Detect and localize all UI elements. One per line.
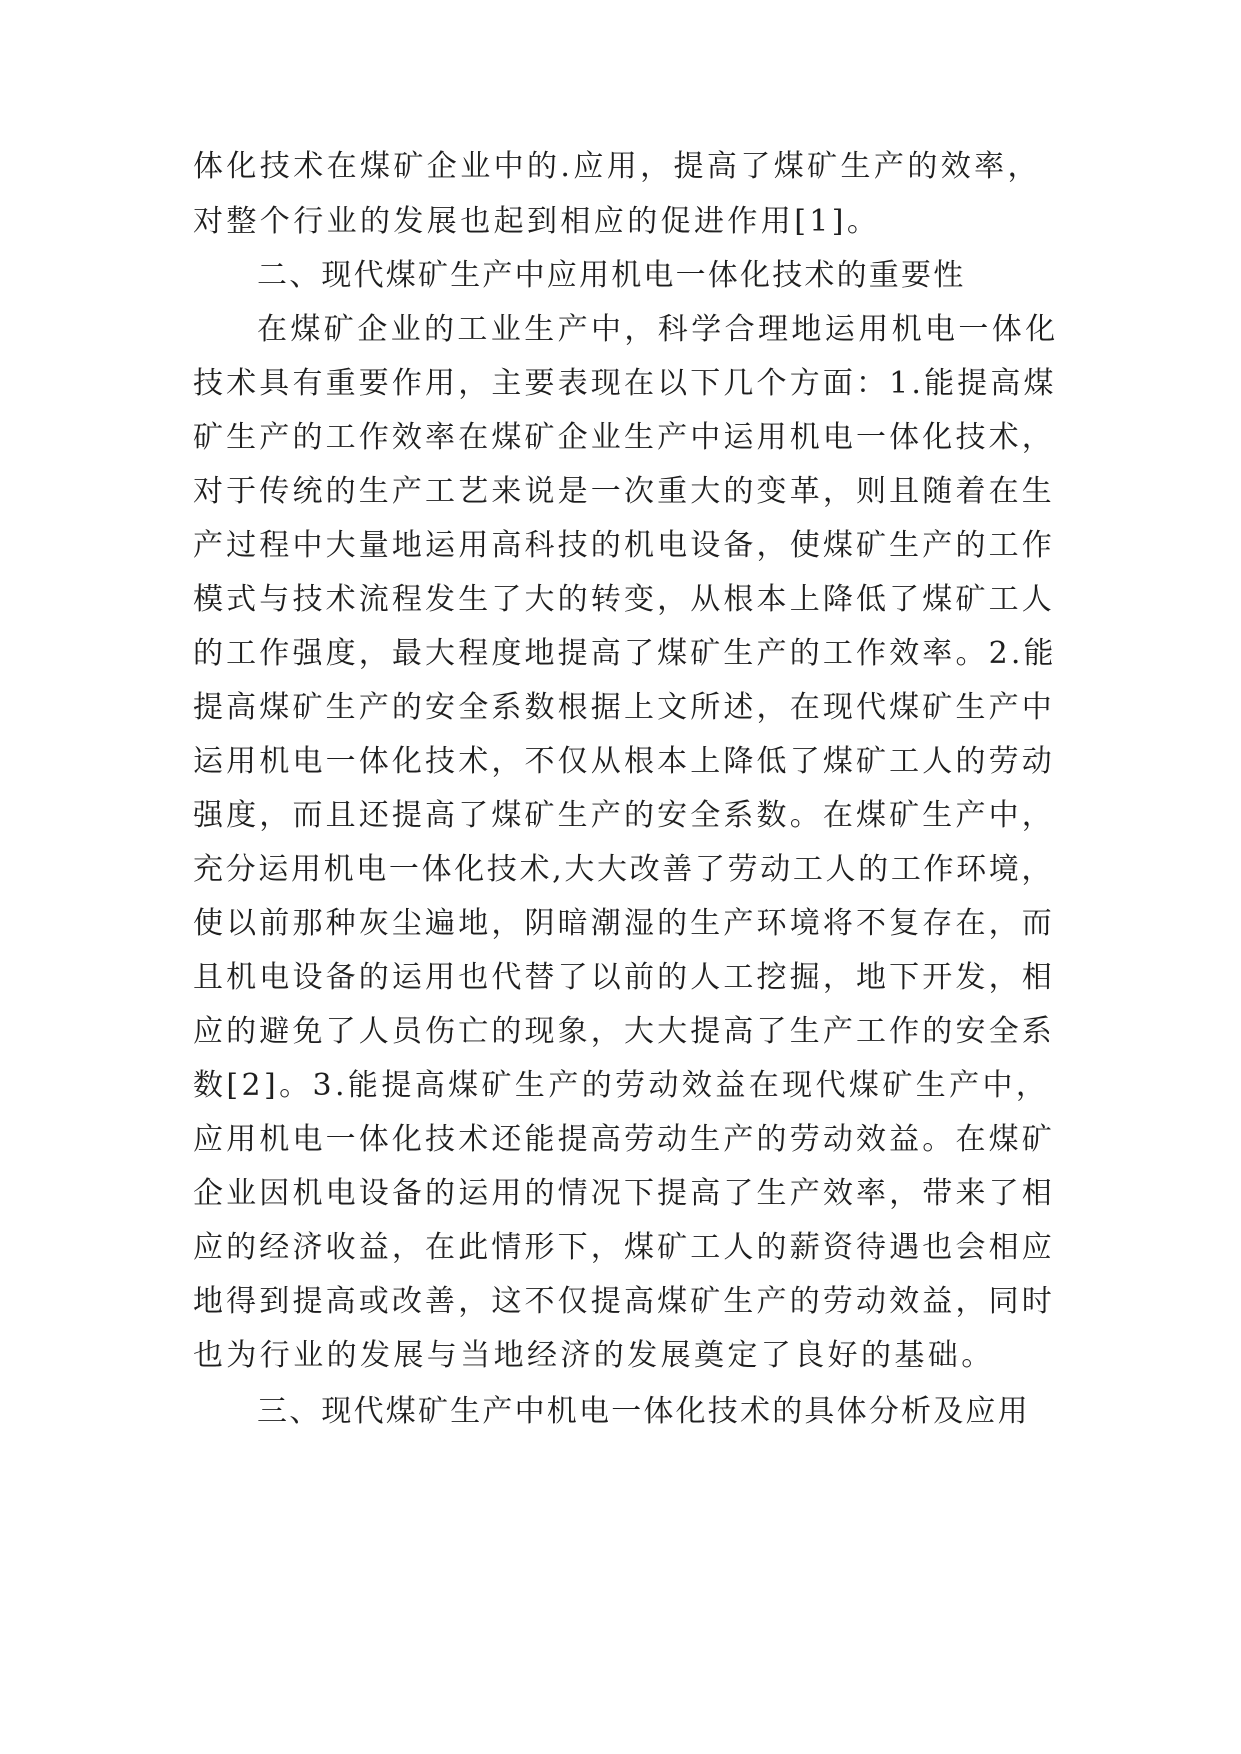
text-line: 强度，而且还提高了煤矿生产的安全系数。在煤矿生产中， — [193, 798, 1055, 833]
section-heading: 二、现代煤矿生产中应用机电一体化技术的重要性 — [257, 258, 966, 293]
text-line: 使以前那种灰尘遍地，阴暗潮湿的生产环境将不复存在，而 — [193, 906, 1055, 941]
text-line: 也为行业的发展与当地经济的发展奠定了良好的基础。 — [193, 1338, 995, 1373]
text-line: 提高煤矿生产的安全系数根据上文所述，在现代煤矿生产中 — [193, 690, 1055, 725]
text-line: 对于传统的生产工艺来说是一次重大的变革，则且随着在生 — [193, 474, 1055, 509]
text-line: 的工作强度，最大程度地提高了煤矿生产的工作效率。2.能 — [193, 636, 1057, 671]
text-line: 应的经济收益，在此情形下，煤矿工人的薪资待遇也会相应 — [193, 1230, 1055, 1265]
text-line: 体化技术在煤矿企业中的.应用，提高了煤矿生产的效率， — [193, 149, 1041, 184]
text-line: 运用机电一体化技术，不仅从根本上降低了煤矿工人的劳动 — [193, 744, 1055, 779]
text-line: 矿生产的工作效率在煤矿企业生产中运用机电一体化技术， — [193, 420, 1055, 455]
text-line: 对整个行业的发展也起到相应的促进作用[1]。 — [193, 204, 881, 239]
text-line: 企业因机电设备的运用的情况下提高了生产效率，带来了相 — [193, 1176, 1055, 1211]
text-line: 产过程中大量地运用高科技的机电设备，使煤矿生产的工作 — [193, 528, 1055, 563]
text-line: 充分运用机电一体化技术,大大改善了劳动工人的工作环境， — [193, 852, 1055, 887]
text-line: 在煤矿企业的工业生产中，科学合理地运用机电一体化 — [257, 312, 1059, 347]
text-line: 应的避免了人员伤亡的现象，大大提高了生产工作的安全系 — [193, 1014, 1055, 1049]
text-line: 且机电设备的运用也代替了以前的人工挖掘，地下开发，相 — [193, 960, 1055, 995]
section-heading: 三、现代煤矿生产中机电一体化技术的具体分析及应用 — [257, 1394, 1030, 1429]
text-line: 应用机电一体化技术还能提高劳动生产的劳动效益。在煤矿 — [193, 1122, 1055, 1157]
text-line: 模式与技术流程发生了大的转变，从根本上降低了煤矿工人 — [193, 582, 1055, 617]
text-line: 地得到提高或改善，这不仅提高煤矿生产的劳动效益，同时 — [193, 1284, 1055, 1319]
text-line: 技术具有重要作用，主要表现在以下几个方面：1.能提高煤 — [193, 366, 1057, 401]
text-line: 数[2]。3.能提高煤矿生产的劳动效益在现代煤矿生产中， — [193, 1068, 1050, 1103]
